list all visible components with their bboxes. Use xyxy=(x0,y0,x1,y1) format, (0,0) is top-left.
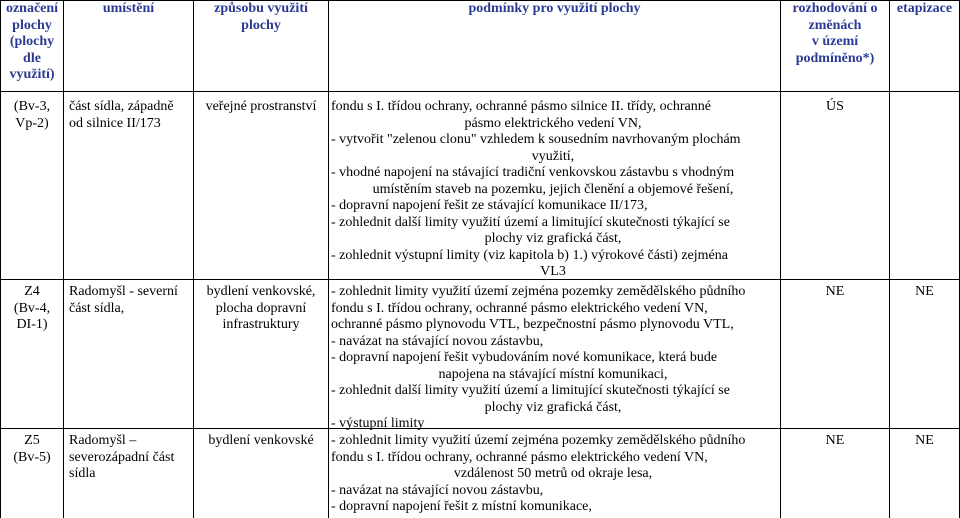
row-3-umisteni: Radomyšl – severozápadní část sídla xyxy=(69,433,175,481)
row-1-conditions: fondu s I. třídou ochrany, ochranné pásmo silnice II. třídy, ochranné pásmo elektrického vedení VN, - vytvořit "zelenou clonu" vzhledem k sousedním navrhovaným plochám využití, - vhodné napojení na stávající tradiční venkovskou zástavbu s vhodným umístěním staveb na pozemku, jejich členění a objemové řešení, - dopravní napojení řešit ze stávající komunikace II/173, - zohlednit další limity využití území a limitující skutečnosti týkající se plochy viz grafická část, - zohlednit výstupní limity (viz kapitola b) 1.) výrokové části) zejména VL3 xyxy=(331,99,741,279)
header-oznaceni: označení plochy (plochy dle využití) xyxy=(5,1,59,82)
row-2-umisteni: Radomyšl - severní část sídla, xyxy=(69,284,178,316)
row-1-rozhodovani: ÚS xyxy=(826,99,844,114)
row-2-conditions: - zohlednit limity využití území zejména pozemky zemědělského půdního fondu s I. třídou ochrany, ochranné pásmo elektrického vedení VN, ochranné pásmo plynovodu VTL, bezpečnostní pásmo plynovodu VTL, - navázat na stávající novou zástavbu, - dopravní napojení řešit vybudováním nové komunikace, která bude napojena na stávající místní komunikaci, - zohlednit další limity využití území a limitující skutečnosti týkající se plochy viz grafická část, - výstupní limity xyxy=(331,284,746,431)
row-1-umisteni: část sídla, západně od silnice II/173 xyxy=(69,99,174,131)
row-3-conditions: - zohlednit limity využití území zejména pozemky zemědělského půdního fondu s I. třídou ochrany, ochranné pásmo elektrického vedení VN, vzdálenost 50 metrů od okraje lesa, - navázat na stávající novou zástavbu, - dopravní napojení řešit z místní komunikace, xyxy=(331,433,746,514)
header-zpusob: způsobu využití plochy xyxy=(214,1,308,33)
header-etapizace: etapizace xyxy=(896,1,953,16)
column-divider xyxy=(63,0,64,518)
row-3-etapizace: NE xyxy=(915,433,934,448)
row-2-zpusob: bydlení venkovské, plocha dopravní infrastruktury xyxy=(206,284,316,332)
row-2-etapizace: NE xyxy=(915,284,934,299)
row-2-rozhodovani: NE xyxy=(825,284,845,299)
header-umisteni: umístění xyxy=(102,1,155,16)
row-3-rozhodovani: NE xyxy=(825,433,845,448)
header-podminky: podmínky pro využití plochy xyxy=(468,1,641,16)
row-1-oznaceni: (Bv-3, Vp-2) xyxy=(13,99,51,131)
row-3-zpusob: bydlení venkovské xyxy=(208,433,314,448)
header-rozhodovani: rozhodování o změnách v území podmíněno*) xyxy=(792,1,878,66)
column-divider xyxy=(328,0,329,518)
header-divider xyxy=(0,91,960,92)
row-3-oznaceni: Z5 (Bv-5) xyxy=(13,433,51,465)
row-2-oznaceni: Z4 (Bv-4, DI-1) xyxy=(13,284,51,332)
row-1-zpusob: veřejné prostranství xyxy=(205,99,317,114)
